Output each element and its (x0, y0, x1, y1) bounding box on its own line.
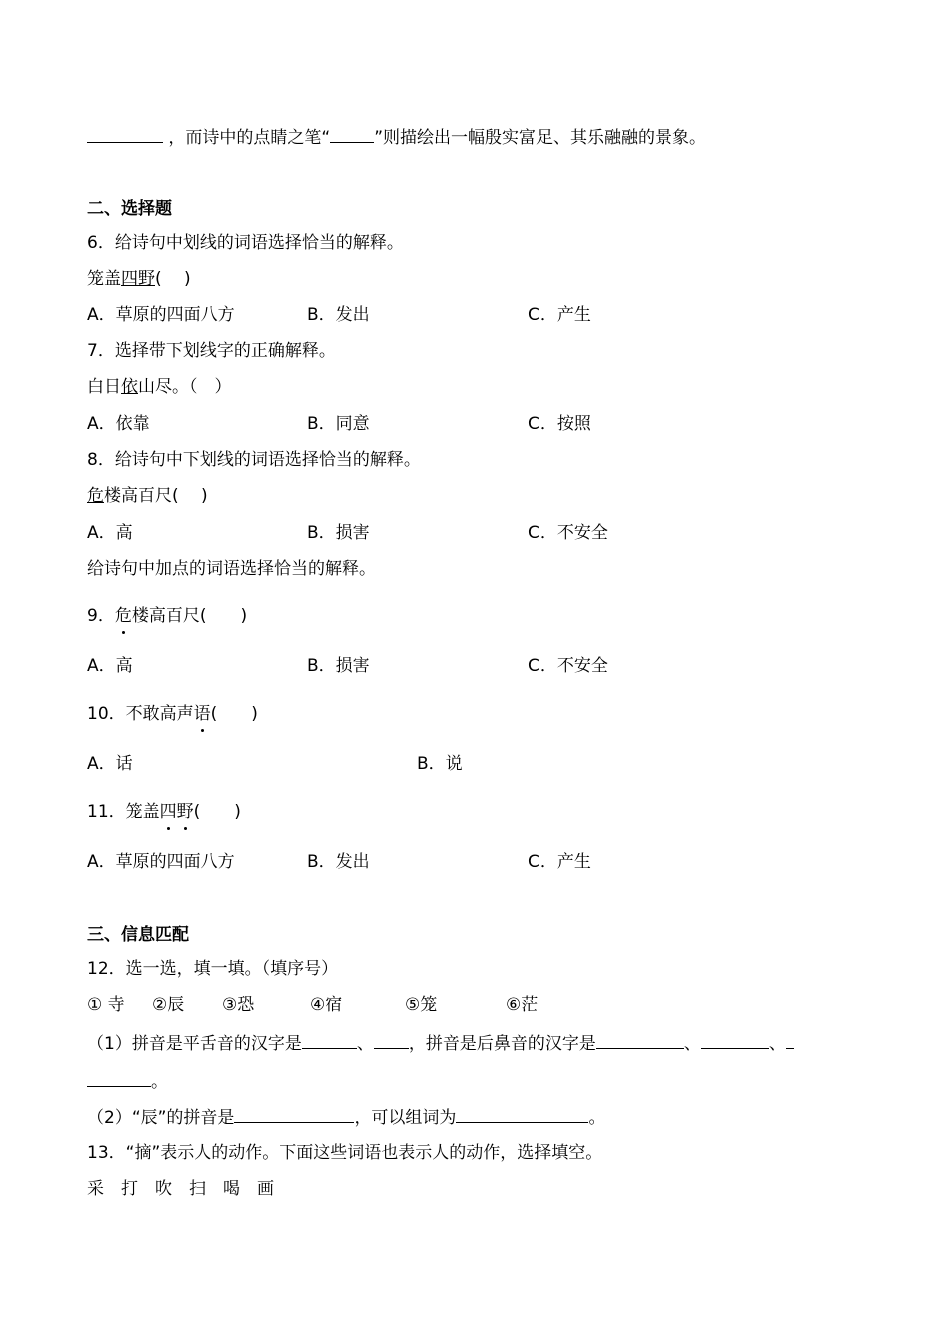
option-b[interactable]: B．损害 (307, 656, 370, 676)
option-a[interactable]: A．话 (87, 754, 133, 774)
section-title: 三、信息匹配 (87, 925, 189, 945)
choice-item: ⑥茫 (506, 995, 539, 1015)
option-a[interactable]: A．草原的四面八方 (87, 305, 235, 325)
option-c[interactable]: C．按照 (528, 414, 591, 434)
option-b[interactable]: B．损害 (307, 523, 370, 543)
question-line: 笼盖四野( ) (87, 269, 191, 289)
answer-blank[interactable] (596, 1031, 684, 1049)
instruction-text: 给诗句中加点的词语选择恰当的解释。 (87, 559, 376, 579)
question-stem: 13．“摘”表示人的动作。下面这些词语也表示人的动作，选择填空。 (87, 1143, 603, 1163)
choice-item: ⑤笼 (405, 995, 438, 1015)
option-a[interactable]: A．草原的四面八方 (87, 852, 235, 872)
fill-line: （1）拼音是平舌音的汉字是 、 ，拼音是后鼻音的汉字是 、 、 (87, 1031, 794, 1056)
answer-blank[interactable] (87, 1069, 151, 1087)
word-list: 采 打 吹 扫 喝 画 (87, 1179, 274, 1199)
answer-blank[interactable] (374, 1031, 409, 1049)
section-title: 二、选择题 (87, 199, 172, 219)
option-a[interactable]: A．依靠 (87, 414, 150, 434)
choice-item: ②辰 (152, 995, 185, 1015)
option-b[interactable]: B．说 (417, 754, 463, 774)
option-b[interactable]: B．同意 (307, 414, 370, 434)
answer-blank[interactable] (786, 1031, 794, 1049)
option-a[interactable]: A．高 (87, 523, 133, 543)
option-c[interactable]: C．产生 (528, 852, 591, 872)
choice-item: ④宿 (310, 995, 343, 1015)
question-line: 11．笼盖四野( ) (87, 802, 241, 822)
fill-line-cont: 。 (87, 1069, 168, 1094)
question-line: 9．危楼高百尺( ) (87, 606, 248, 626)
question-line: 白日依山尽。（ ） (87, 377, 232, 397)
fill-line: （2）“辰”的拼音是 ，可以组词为 。 (87, 1105, 605, 1130)
question-line: 10．不敢高声语( ) (87, 704, 258, 724)
answer-blank[interactable] (330, 125, 374, 143)
option-b[interactable]: B．发出 (307, 305, 370, 325)
poem-analysis-line: ，而诗中的点睛之笔“ ”则描绘出一幅殷实富足、其乐融融的景象。 (87, 125, 706, 150)
choice-item: ③恐 (222, 995, 255, 1015)
option-c[interactable]: C．不安全 (528, 656, 608, 676)
option-b[interactable]: B．发出 (307, 852, 370, 872)
question-stem: 12．选一选，填一填。（填序号） (87, 959, 339, 979)
answer-blank[interactable] (234, 1105, 354, 1123)
option-c[interactable]: C．产生 (528, 305, 591, 325)
answer-blank[interactable] (701, 1031, 769, 1049)
question-stem: 6．给诗句中划线的词语选择恰当的解释。 (87, 233, 404, 253)
answer-blank[interactable] (302, 1031, 357, 1049)
option-c[interactable]: C．不安全 (528, 523, 608, 543)
question-line: 危楼高百尺( ) (87, 486, 208, 506)
question-stem: 8．给诗句中下划线的词语选择恰当的解释。 (87, 450, 421, 470)
answer-blank[interactable] (456, 1105, 588, 1123)
question-stem: 7．选择带下划线字的正确解释。 (87, 341, 336, 361)
choice-item: ① 寺 (87, 995, 125, 1015)
answer-blank[interactable] (87, 125, 163, 143)
option-a[interactable]: A．高 (87, 656, 133, 676)
